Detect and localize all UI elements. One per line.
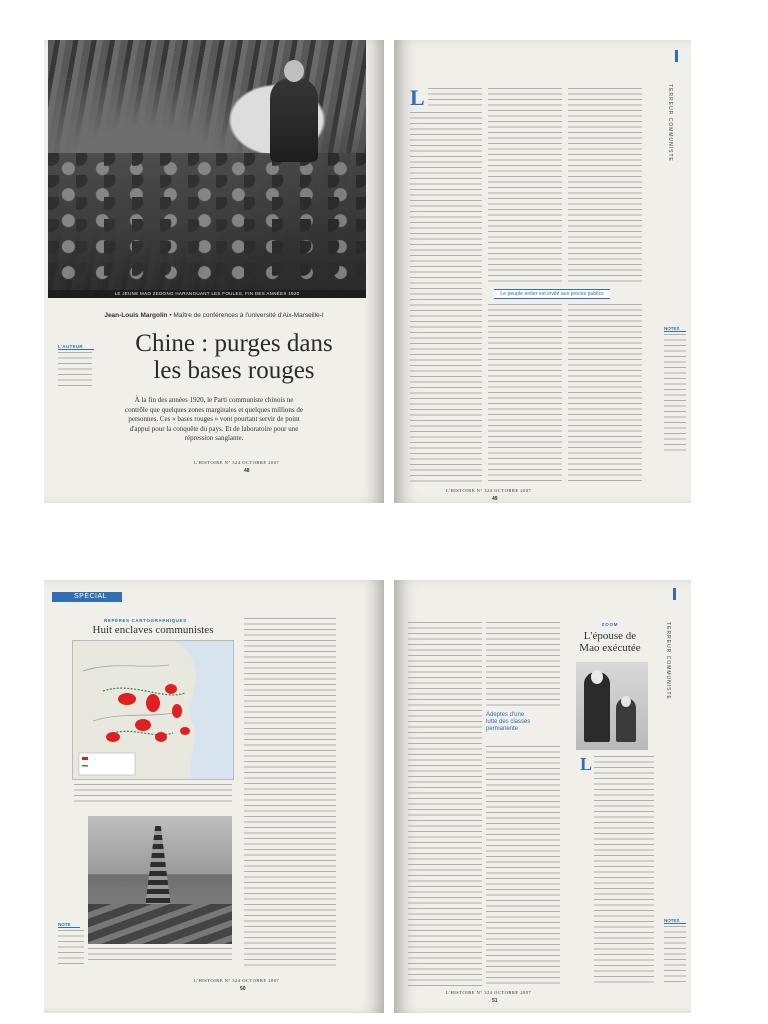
notes-text xyxy=(664,926,686,986)
zoom-title-line-2: Mao exécutée xyxy=(579,642,641,654)
map-graphic xyxy=(73,641,234,780)
page-51 xyxy=(394,580,691,1013)
map-title: Huit enclaves communistes xyxy=(92,624,214,636)
map-legend xyxy=(79,753,135,775)
title-line-2: les bases rouges xyxy=(153,357,315,384)
author-line xyxy=(44,312,384,319)
page-footer: L'HISTOIRE N° 324 OCTOBRE 2007 xyxy=(194,460,280,465)
enclaves-map xyxy=(72,640,234,780)
rubric-bar xyxy=(675,50,678,62)
page-number: 50 xyxy=(240,986,246,992)
photo-person-child xyxy=(616,698,636,742)
enclave-3 xyxy=(165,684,177,694)
legend-swatch-route xyxy=(82,765,88,767)
page-50 xyxy=(44,580,384,1013)
map-caption xyxy=(74,784,232,804)
rubric-text: TERREUR COMMUNISTE xyxy=(666,84,673,162)
author-name: Jean-Louis Margolin xyxy=(104,312,168,319)
body-column-1 xyxy=(410,112,482,484)
historical-photo xyxy=(48,40,366,290)
river-2 xyxy=(93,711,183,721)
sidebar-heading: L'AUTEUR xyxy=(58,344,94,350)
enclave-1 xyxy=(118,693,136,705)
rubric-bar xyxy=(673,588,676,600)
rubric-text: TERREUR COMMUNISTE xyxy=(664,622,671,700)
pagoda-photo xyxy=(88,816,232,944)
section-rubric xyxy=(664,588,681,738)
article-deck: À la fin des années 1920, le Parti communiste chinois ne contrôle que quelques zones marginales et quelques millions de personnes. Ces « bases rouges » vont pourtant servir de point d'appui pour la conquête du pays. Et de laboratoire pour une répression sanglante. xyxy=(125,396,303,442)
article-title xyxy=(84,330,384,384)
page-number: 49 xyxy=(492,496,498,502)
zoom-title-line-1: L'épouse de xyxy=(583,630,637,642)
enclave-5 xyxy=(135,719,151,731)
notes-heading: NOTES xyxy=(664,326,686,332)
section-label: SPÉCIAL xyxy=(52,592,122,602)
page-number: 51 xyxy=(492,998,498,1004)
section-rubric xyxy=(666,50,683,200)
author-role: • Maître de conférences à l'université d'Aix-Marseille-I xyxy=(167,312,324,319)
pull-quote: Adeptes d'une lutte des classes permanente xyxy=(486,712,531,732)
enclave-4 xyxy=(172,704,182,718)
photo-crowd xyxy=(48,153,366,291)
photo-caption xyxy=(88,948,232,960)
enclave-6 xyxy=(155,732,167,742)
notes-text xyxy=(664,334,686,454)
notes-text xyxy=(58,930,84,968)
photo-caption-bar xyxy=(48,290,366,298)
body-column-2-top xyxy=(486,622,560,706)
photo-roofs xyxy=(88,904,232,944)
page-footer: L'HISTOIRE N° 324 OCTOBRE 2007 xyxy=(446,488,532,493)
drop-cap: L xyxy=(410,85,425,110)
body-column-1a xyxy=(428,88,482,110)
drop-cap: L xyxy=(580,754,593,774)
page-number: 48 xyxy=(244,468,250,474)
page-49 xyxy=(394,40,691,503)
photo-pagoda xyxy=(144,826,172,916)
body-column-2-bottom xyxy=(488,304,562,484)
zoom-body xyxy=(594,756,654,986)
page-48 xyxy=(44,40,384,503)
enclave-7 xyxy=(106,732,120,742)
body-column-3-bottom xyxy=(568,304,642,484)
map-kicker: REPÈRES CARTOGRAPHIQUES xyxy=(104,618,187,623)
notes-heading: NOTE xyxy=(58,922,80,928)
legend-swatch-enclave xyxy=(82,757,88,760)
page-footer: L'HISTOIRE N° 324 OCTOBRE 2007 xyxy=(194,978,280,983)
zoom-title xyxy=(570,630,650,654)
river-1 xyxy=(83,665,169,671)
body-column-2-top xyxy=(488,88,562,284)
body-column-2-bottom xyxy=(486,746,560,986)
body-column xyxy=(244,618,336,968)
notes-heading: NOTES xyxy=(664,918,686,924)
photo-person-adult xyxy=(584,672,610,742)
photo-caption: LE JEUNE MAO ZEDONG HARANGUANT LES FOULES, FIN DES ANNÉES 1920 xyxy=(114,291,300,296)
body-column-1 xyxy=(408,622,482,986)
body-column-3-top xyxy=(568,88,642,284)
enclave-8 xyxy=(180,727,190,735)
family-photo xyxy=(576,662,648,750)
page-footer: L'HISTOIRE N° 324 OCTOBRE 2007 xyxy=(446,990,532,995)
enclave-2 xyxy=(146,694,160,712)
zoom-kicker: ZOOM xyxy=(601,622,619,627)
pull-quote: Le peuple entier est invité aux procès publics xyxy=(494,289,610,299)
photo-speaker xyxy=(270,78,318,162)
title-line-1: Chine : purges dans xyxy=(135,330,333,357)
